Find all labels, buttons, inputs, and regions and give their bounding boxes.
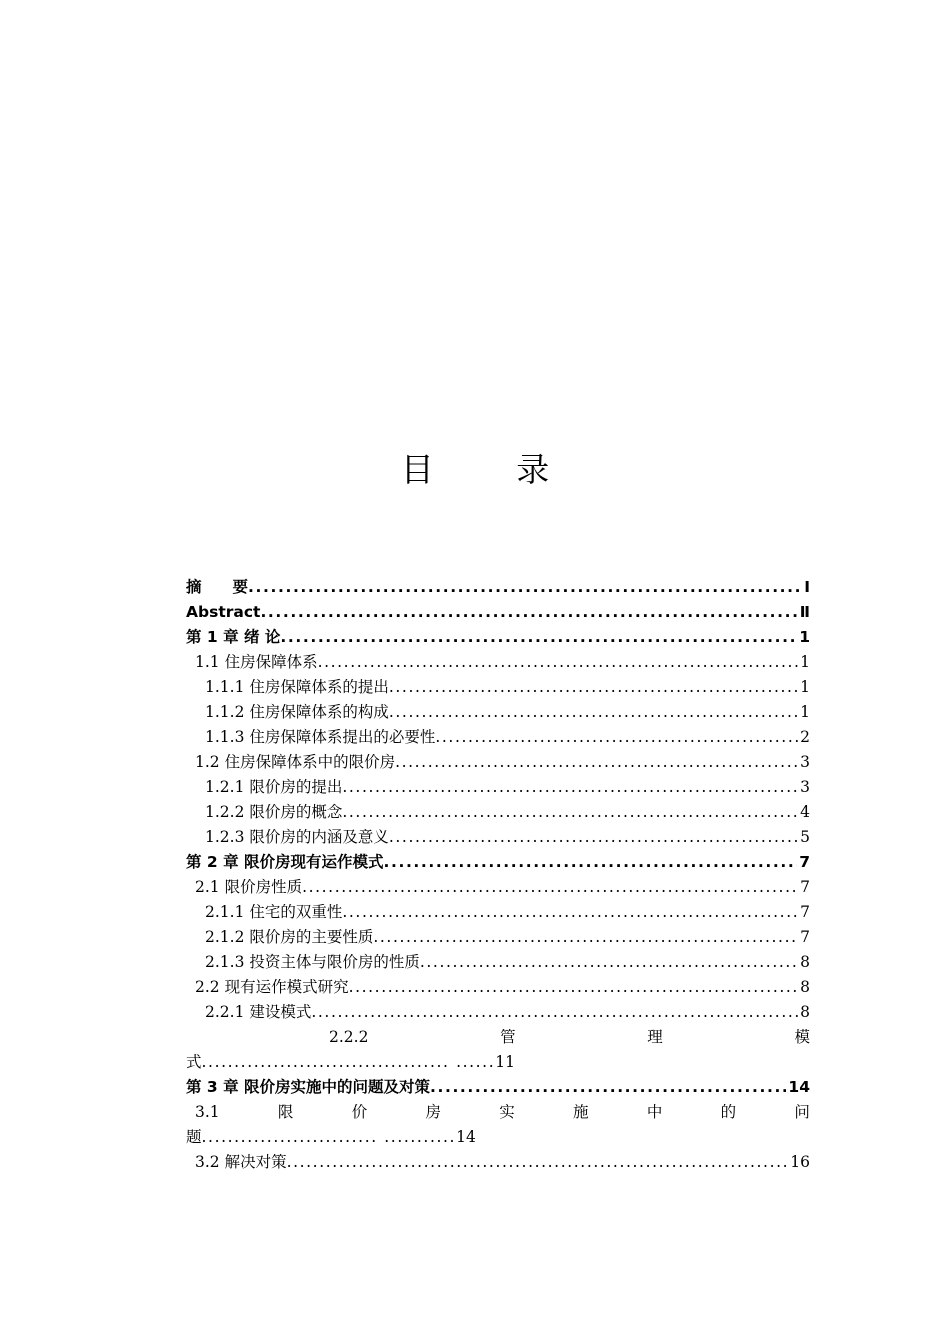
toc-leader (395, 750, 798, 775)
toc-leader (318, 650, 799, 675)
toc-entry-chapter-3[interactable] (186, 1075, 810, 1100)
toc-label: 1.2.1 限价房的提出 (205, 778, 343, 796)
toc-page-number: 14 (788, 1078, 810, 1096)
toc-leader (311, 1000, 798, 1025)
toc-word: 的 (720, 1103, 737, 1121)
toc-entry-2-2-1[interactable] (186, 1000, 810, 1025)
toc-page-number: 1 (800, 678, 810, 696)
toc-label: 2.1.2 限价房的主要性质 (205, 928, 374, 946)
toc-entry-2-2[interactable] (186, 975, 810, 1000)
toc-leader: ...................................... ...... (201, 1053, 496, 1071)
toc-leader (287, 1150, 789, 1175)
toc-entry-1-1-2[interactable] (186, 700, 810, 725)
toc-page-number: 1 (800, 703, 810, 721)
toc-entry-1-1[interactable] (186, 650, 810, 675)
toc-label: 第 3 章 限价房实施中的问题及对策 (186, 1078, 430, 1096)
toc-leader (342, 900, 798, 925)
toc-entry-1-2[interactable] (186, 750, 810, 775)
toc-page-number: 3 (800, 778, 810, 796)
toc-word: 房 (425, 1103, 441, 1121)
toc-leader: ........................... ........... (201, 1128, 457, 1146)
toc-leader (280, 625, 797, 650)
toc-page-number: 3 (800, 753, 810, 771)
toc-entry-3-1-line1[interactable] (186, 1100, 810, 1125)
toc-entry-abstract-cn[interactable] (186, 575, 810, 600)
toc-label: 2.1.1 住宅的双重性 (205, 903, 343, 921)
toc-label: 3.2 解决对策 (195, 1153, 287, 1171)
toc-entry-2-1-2[interactable] (186, 925, 810, 950)
toc-word: 理 (647, 1028, 663, 1046)
toc-label: 题 (186, 1128, 202, 1146)
toc-label: 2.2 现有运作模式研究 (195, 978, 349, 996)
toc-word: 模 (794, 1028, 810, 1046)
toc-entry-3-1-line2[interactable] (186, 1125, 810, 1150)
toc-page-number: 7 (800, 878, 810, 896)
toc-word: 管 (500, 1028, 516, 1046)
toc-page-number: 16 (790, 1153, 810, 1171)
toc-leader (373, 925, 798, 950)
toc-entry-1-2-3[interactable] (186, 825, 810, 850)
toc-page-number: 14 (456, 1128, 476, 1146)
toc-page-number: 1 (799, 628, 810, 646)
toc-label: 1.1.3 住房保障体系提出的必要性 (205, 728, 436, 746)
toc-leader (389, 825, 798, 850)
toc-page-number: 11 (495, 1053, 515, 1071)
toc-entry-2-1[interactable] (186, 875, 810, 900)
toc-word: 价 (351, 1103, 368, 1121)
toc-entry-abstract-en[interactable] (186, 600, 810, 625)
toc-page-number: Ⅱ (799, 603, 810, 621)
toc-leader (342, 800, 798, 825)
toc-leader (383, 850, 797, 875)
toc-label: 1.2.3 限价房的内涵及意义 (205, 828, 389, 846)
toc-leader (430, 1075, 786, 1100)
toc-word: 实 (499, 1103, 515, 1121)
toc-leader (349, 975, 799, 1000)
toc-word: 施 (573, 1103, 589, 1121)
toc-leader (435, 725, 798, 750)
table-of-contents (186, 575, 810, 1175)
toc-label: 1.1.1 住房保障体系的提出 (205, 678, 389, 696)
toc-entry-3-2[interactable] (186, 1150, 810, 1175)
toc-entry-chapter-2[interactable] (186, 850, 810, 875)
toc-leader (389, 700, 798, 725)
toc-entry-chapter-1[interactable] (186, 625, 810, 650)
toc-page-number: 7 (799, 853, 810, 871)
toc-entry-2-2-2-line1[interactable] (186, 1025, 810, 1050)
toc-entry-2-1-1[interactable] (186, 900, 810, 925)
toc-page-number: 4 (800, 803, 810, 821)
toc-leader (302, 875, 798, 900)
toc-page-number: 7 (800, 903, 810, 921)
toc-leader (389, 675, 798, 700)
toc-leader (342, 775, 798, 800)
toc-entry-1-2-1[interactable] (186, 775, 810, 800)
toc-label: 第 1 章 绪 论 (186, 628, 281, 646)
toc-page-number: 8 (800, 953, 810, 971)
toc-leader (248, 575, 802, 600)
toc-page-number: Ⅰ (804, 578, 810, 596)
toc-label: 1.1 住房保障体系 (195, 653, 318, 671)
toc-label: 2.2.1 建设模式 (205, 1003, 312, 1021)
toc-label: 2.1 限价房性质 (195, 878, 303, 896)
toc-entry-2-2-2-line2[interactable] (186, 1050, 810, 1075)
toc-page-number: 7 (800, 928, 810, 946)
toc-label: 式 (186, 1053, 202, 1071)
toc-label: 摘 要 (186, 578, 249, 596)
toc-entry-1-1-1[interactable] (186, 675, 810, 700)
toc-page-number: 2 (800, 728, 810, 746)
toc-word: 2.2.2 (329, 1028, 369, 1046)
toc-label: 1.1.2 住房保障体系的构成 (205, 703, 389, 721)
page-title: 目 录 (400, 450, 586, 489)
toc-word: 限 (277, 1103, 294, 1121)
toc-label: Abstract (186, 603, 261, 621)
toc-page-number: 8 (800, 978, 810, 996)
toc-page-number: 8 (800, 1003, 810, 1021)
toc-label: 1.2.2 限价房的概念 (205, 803, 343, 821)
toc-label: 1.2 住房保障体系中的限价房 (195, 753, 396, 771)
toc-entry-1-1-3[interactable] (186, 725, 810, 750)
toc-leader (420, 950, 798, 975)
toc-word: 问 (794, 1103, 810, 1121)
toc-label: 2.1.3 投资主体与限价房的性质 (205, 953, 420, 971)
toc-page-number: 5 (800, 828, 810, 846)
toc-leader (260, 600, 797, 625)
toc-entry-2-1-3[interactable] (186, 950, 810, 975)
toc-label: 第 2 章 限价房现有运作模式 (186, 853, 384, 871)
toc-entry-1-2-2[interactable] (186, 800, 810, 825)
toc-word: 3.1 (195, 1103, 220, 1121)
toc-word: 中 (646, 1103, 663, 1121)
toc-page-number: 1 (800, 653, 810, 671)
